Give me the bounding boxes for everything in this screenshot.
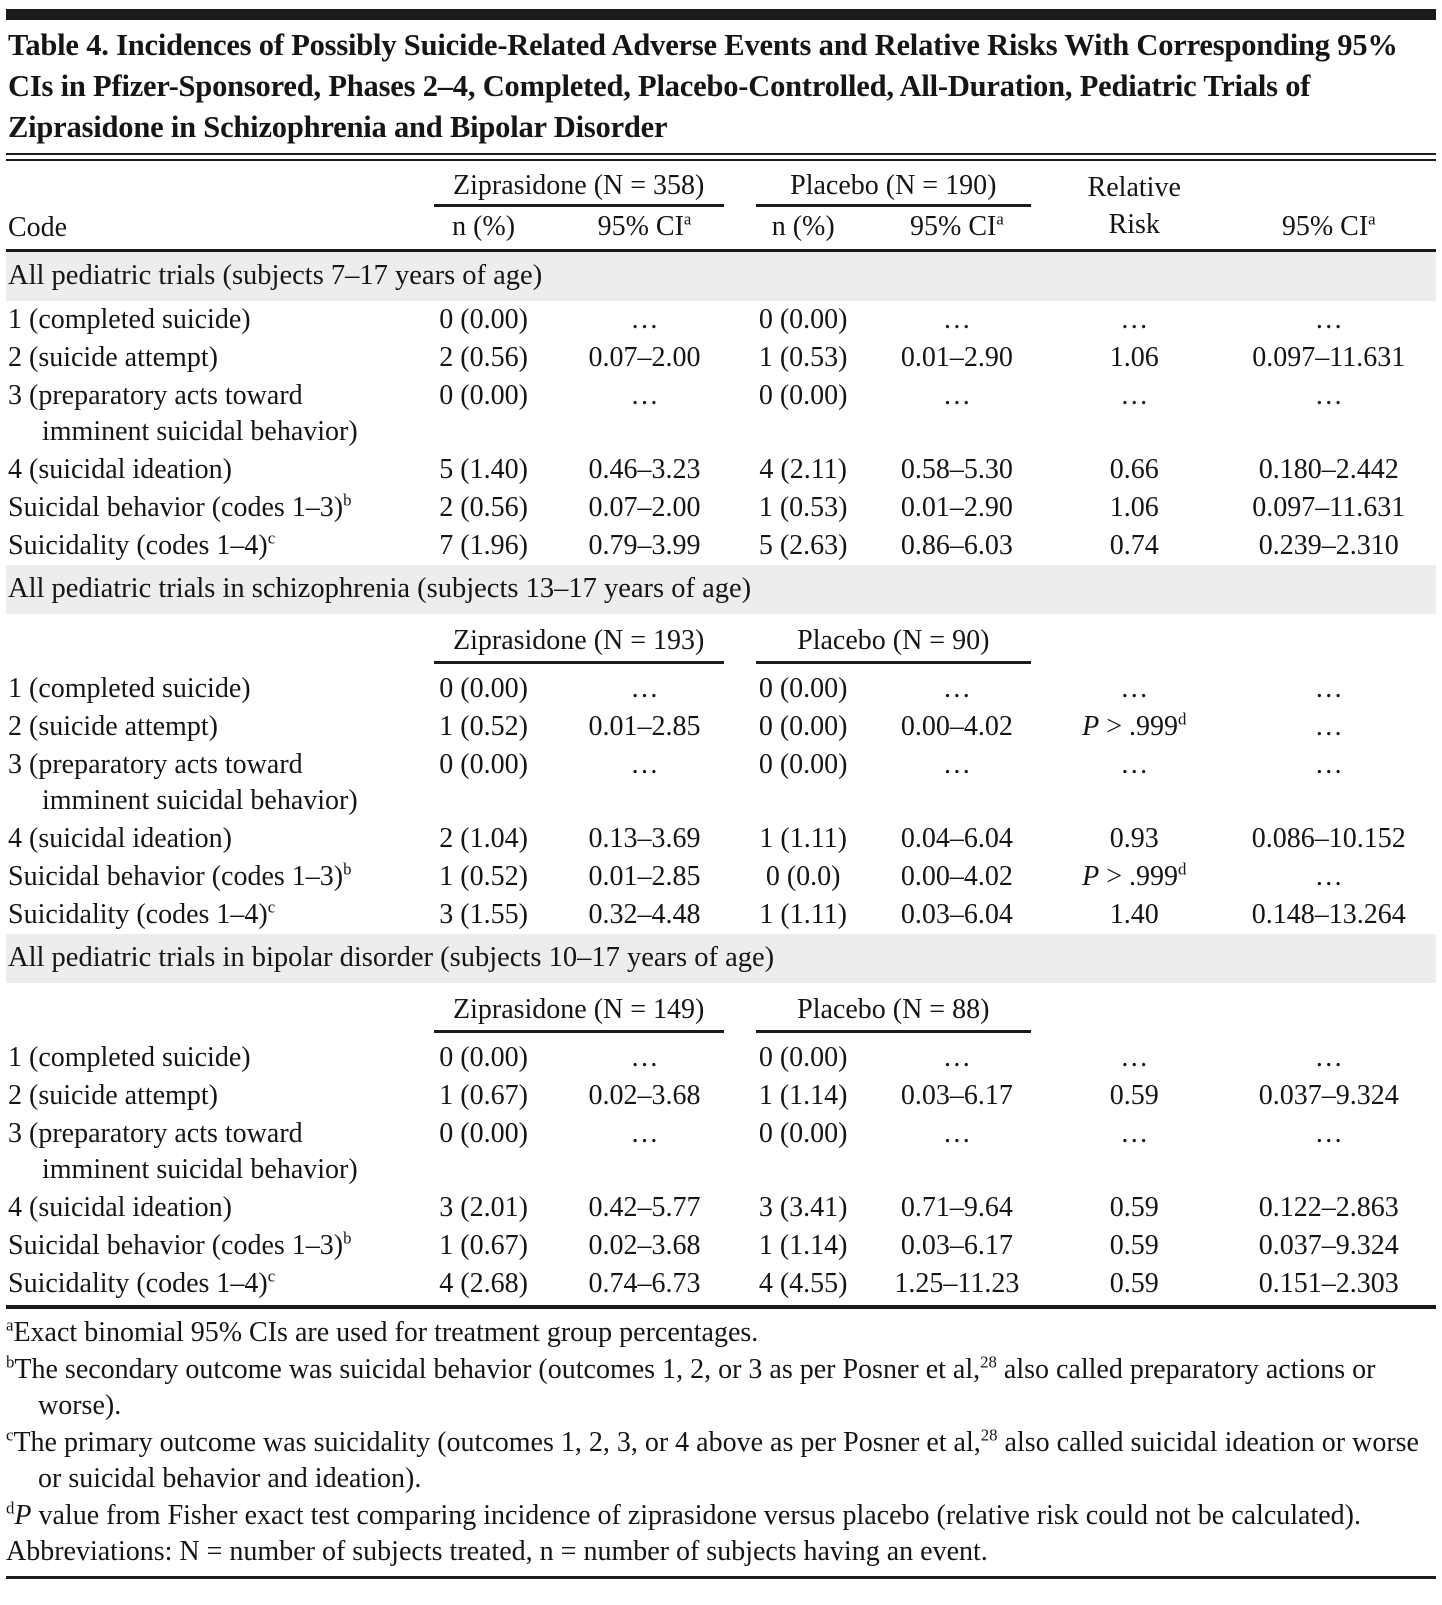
row-label: 1 (completed suicide) — [8, 673, 251, 704]
cell-relative-risk-ci: 0.151–2.303 — [1258, 1268, 1399, 1299]
cell-placebo-n: 0 (0.0) — [765, 861, 841, 892]
row-label: Suicidality (codes 1–4)$^c$ — [8, 1266, 276, 1299]
cell-placebo-n: 0 (0.00) — [758, 749, 848, 780]
row-label: Suicidal behavior (codes 1–3)$^b$ — [8, 859, 352, 892]
subgroup-header-ziprasidone-label: Ziprasidone (N = 193) — [434, 623, 724, 664]
relative-risk-line1: Relative — [1087, 172, 1181, 203]
row-label: Suicidal behavior (codes 1–3)$^b$ — [8, 490, 352, 523]
table-row — [6, 339, 1436, 377]
cell-ziprasidone-n: 0 (0.00) — [439, 1042, 528, 1073]
row-label: 3 (preparatory acts toward imminent suicidal behavior) — [8, 749, 358, 816]
subgroup-header-ziprasidone — [418, 983, 740, 1039]
group-header-ziprasidone-label: Ziprasidone (N = 358) — [434, 170, 724, 207]
cell-placebo-n: 1 (1.14) — [758, 1080, 848, 1111]
cell-ziprasidone-n: 0 (0.00) — [439, 673, 528, 704]
subgroup-header-placebo — [740, 614, 1047, 670]
row-label: 2 (suicide attempt) — [8, 711, 218, 742]
cell-ziprasidone-n: 0 (0.00) — [439, 304, 528, 335]
table-row — [6, 1227, 1436, 1265]
row-label: 4 (suicidal ideation) — [8, 454, 232, 485]
footnotes — [6, 1315, 1436, 1534]
cell-placebo-n: 5 (2.63) — [758, 530, 848, 561]
cell-relative-risk: 0.66 — [1109, 454, 1159, 485]
cell-relative-risk-ci: 0.097–11.631 — [1252, 342, 1406, 373]
row-label: 3 (preparatory acts toward imminent suicidal behavior) — [8, 1118, 358, 1185]
section-header: All pediatric trials in schizophrenia (subjects 13–17 years of age) — [6, 565, 1436, 614]
cell-ziprasidone-ci: 0.02–3.68 — [588, 1080, 701, 1111]
cell-relative-risk-ci: … — [1314, 380, 1343, 411]
table-row — [6, 527, 1436, 565]
table-row — [6, 301, 1436, 339]
column-header-relative-risk — [1047, 161, 1221, 251]
subgroup-header-ziprasidone-label: Ziprasidone (N = 149) — [434, 992, 724, 1033]
spacer — [1047, 614, 1221, 670]
section-band-row — [6, 934, 1436, 983]
cell-relative-risk: P > .999$^d$ — [1082, 859, 1187, 892]
cell-relative-risk-ci: 0.148–13.264 — [1251, 899, 1406, 930]
table-row — [6, 1077, 1436, 1115]
cell-ziprasidone-n: 3 (2.01) — [439, 1192, 528, 1223]
table-row — [6, 489, 1436, 527]
cell-placebo-ci: 0.00–4.02 — [900, 861, 1013, 892]
cell-ziprasidone-n: 2 (0.56) — [439, 492, 528, 523]
table-footnote-rule — [6, 1305, 1436, 1309]
subgroup-header-row — [6, 983, 1436, 1039]
cell-ziprasidone-n: 3 (1.55) — [439, 899, 528, 930]
cell-relative-risk: 0.59 — [1109, 1080, 1159, 1111]
column-header-placebo-n: n (%) — [771, 211, 835, 242]
group-header-ziprasidone — [418, 161, 740, 207]
cell-ziprasidone-ci: 0.42–5.77 — [588, 1192, 701, 1223]
title-rule — [6, 153, 1436, 161]
cell-relative-risk: 0.93 — [1109, 823, 1159, 854]
cell-placebo-ci: … — [942, 1042, 971, 1073]
cell-ziprasidone-n: 0 (0.00) — [439, 380, 528, 411]
cell-placebo-ci: … — [942, 1118, 971, 1149]
cell-placebo-n: 1 (1.11) — [759, 899, 847, 930]
cell-ziprasidone-n: 1 (0.67) — [439, 1080, 528, 1111]
cell-ziprasidone-ci: 0.13–3.69 — [588, 823, 701, 854]
cell-ziprasidone-n: 0 (0.00) — [439, 749, 528, 780]
row-label: Suicidality (codes 1–4)$^c$ — [8, 897, 276, 930]
table-row — [6, 896, 1436, 934]
abbreviations-note: Abbreviations: N = number of subjects treated, n = number of subjects having an event. — [6, 1536, 988, 1567]
cell-relative-risk: … — [1120, 1042, 1149, 1073]
cell-relative-risk-ci: … — [1314, 673, 1343, 704]
cell-placebo-ci: 0.04–6.04 — [900, 823, 1013, 854]
cell-relative-risk: 1.06 — [1109, 342, 1159, 373]
cell-ziprasidone-ci: … — [630, 380, 659, 411]
spacer — [6, 614, 418, 670]
cell-placebo-n: 0 (0.00) — [758, 304, 848, 335]
cell-relative-risk: 0.59 — [1109, 1192, 1159, 1223]
table-head — [6, 161, 1436, 251]
cell-ziprasidone-ci: … — [630, 304, 659, 335]
column-header-ziprasidone-n: n (%) — [452, 211, 516, 242]
subgroup-header-placebo-label: Placebo (N = 88) — [756, 992, 1031, 1033]
cell-placebo-n: 0 (0.00) — [758, 380, 848, 411]
cell-relative-risk-ci: 0.086–10.152 — [1251, 823, 1406, 854]
table-row — [6, 1189, 1436, 1227]
cell-ziprasidone-ci: 0.02–3.68 — [588, 1230, 701, 1261]
cell-ziprasidone-ci: 0.74–6.73 — [588, 1268, 701, 1299]
cell-ziprasidone-ci: 0.46–3.23 — [588, 454, 701, 485]
cell-placebo-n: 4 (4.55) — [758, 1268, 848, 1299]
table-row — [6, 1115, 1436, 1189]
footnote: $^a$Exact binomial 95% CIs are used for treatment group percentages. — [6, 1315, 759, 1348]
cell-placebo-n: 3 (3.41) — [758, 1192, 848, 1223]
cell-placebo-ci: 0.71–9.64 — [900, 1192, 1013, 1223]
table-row — [6, 858, 1436, 896]
row-label: Suicidality (codes 1–4)$^c$ — [8, 528, 276, 561]
cell-relative-risk-ci: 0.180–2.442 — [1258, 454, 1399, 485]
table-row — [6, 377, 1436, 451]
cell-relative-risk: 0.59 — [1109, 1268, 1159, 1299]
cell-ziprasidone-n: 4 (2.68) — [439, 1268, 528, 1299]
table-row — [6, 746, 1436, 820]
cell-placebo-n: 1 (0.53) — [758, 492, 848, 523]
subgroup-header-ziprasidone — [418, 614, 740, 670]
section-band-row — [6, 565, 1436, 614]
bottom-rule — [6, 1576, 1436, 1579]
row-label: 2 (suicide attempt) — [8, 1080, 218, 1111]
cell-placebo-ci: 0.01–2.90 — [900, 342, 1013, 373]
cell-relative-risk: … — [1120, 1118, 1149, 1149]
column-header-rr-ci: 95% $CI^a$ — [1281, 209, 1376, 242]
cell-placebo-n: 4 (2.11) — [759, 454, 847, 485]
cell-ziprasidone-n: 1 (0.52) — [439, 711, 528, 742]
footnote: $^b$The secondary outcome was suicidal behavior (outcomes 1, 2, or 3 as per Posner et al,$^{28}$ also called preparatory actions or worse). — [6, 1352, 1376, 1421]
subgroup-header-placebo — [740, 983, 1047, 1039]
cell-relative-risk: … — [1120, 304, 1149, 335]
cell-relative-risk: 0.59 — [1109, 1230, 1159, 1261]
cell-relative-risk-ci: 0.037–9.324 — [1258, 1230, 1399, 1261]
row-label: 4 (suicidal ideation) — [8, 1192, 232, 1223]
cell-ziprasidone-n: 1 (0.52) — [439, 861, 528, 892]
table-row — [6, 708, 1436, 746]
row-label: 1 (completed suicide) — [8, 1042, 251, 1073]
column-header-ziprasidone-ci: 95% $CI^a$ — [597, 209, 692, 242]
table-row — [6, 1265, 1436, 1303]
cell-ziprasidone-ci: … — [630, 1118, 659, 1149]
cell-ziprasidone-ci: 0.01–2.85 — [588, 711, 701, 742]
cell-placebo-ci: … — [942, 380, 971, 411]
cell-placebo-ci: 1.25–11.23 — [894, 1268, 1020, 1299]
cell-placebo-n: 0 (0.00) — [758, 1042, 848, 1073]
cell-placebo-n: 1 (1.11) — [759, 823, 847, 854]
table-row — [6, 670, 1436, 708]
cell-ziprasidone-n: 7 (1.96) — [439, 530, 528, 561]
cell-placebo-ci: 0.01–2.90 — [900, 492, 1013, 523]
results-table — [6, 161, 1436, 1303]
cell-ziprasidone-ci: 0.32–4.48 — [588, 899, 701, 930]
column-header-code: Code — [8, 212, 68, 243]
page — [0, 9, 1442, 1579]
cell-ziprasidone-ci: 0.79–3.99 — [588, 530, 701, 561]
relative-risk-line2: Risk — [1108, 209, 1160, 240]
row-label: 1 (completed suicide) — [8, 304, 251, 335]
cell-placebo-n: 1 (1.14) — [758, 1230, 848, 1261]
spacer — [6, 983, 418, 1039]
cell-placebo-ci: … — [942, 749, 971, 780]
cell-relative-risk: P > .999$^d$ — [1082, 709, 1187, 742]
table-row — [6, 820, 1436, 858]
cell-relative-risk-ci: … — [1314, 861, 1343, 892]
table-row — [6, 1039, 1436, 1077]
cell-ziprasidone-ci: … — [630, 673, 659, 704]
cell-relative-risk: 1.40 — [1109, 899, 1159, 930]
cell-placebo-ci: 0.03–6.04 — [900, 899, 1013, 930]
section-header: All pediatric trials (subjects 7–17 years of age) — [6, 251, 1436, 302]
footnote: $^d$P value from Fisher exact test comparing incidence of ziprasidone versus placebo (relative risk could not be calculated). — [6, 1498, 1361, 1531]
results-table-body — [6, 251, 1436, 1304]
cell-placebo-n: 1 (0.53) — [758, 342, 848, 373]
cell-placebo-ci: 0.86–6.03 — [900, 530, 1013, 561]
cell-relative-risk-ci: 0.239–2.310 — [1258, 530, 1399, 561]
cell-ziprasidone-ci: 0.07–2.00 — [588, 342, 701, 373]
cell-placebo-ci: … — [942, 673, 971, 704]
group-header-placebo — [740, 161, 1047, 207]
section-band-row — [6, 251, 1436, 302]
cell-placebo-ci: 0.58–5.30 — [900, 454, 1013, 485]
cell-ziprasidone-ci: … — [630, 1042, 659, 1073]
cell-relative-risk: … — [1120, 673, 1149, 704]
cell-relative-risk-ci: … — [1314, 749, 1343, 780]
cell-placebo-n: 0 (0.00) — [758, 673, 848, 704]
cell-placebo-ci: 0.00–4.02 — [900, 711, 1013, 742]
cell-placebo-n: 0 (0.00) — [758, 1118, 848, 1149]
top-rule — [6, 9, 1436, 20]
cell-ziprasidone-ci: 0.01–2.85 — [588, 861, 701, 892]
cell-placebo-ci: … — [942, 304, 971, 335]
cell-relative-risk: 0.74 — [1109, 530, 1159, 561]
cell-relative-risk: 1.06 — [1109, 492, 1159, 523]
row-label: Suicidal behavior (codes 1–3)$^b$ — [8, 1228, 352, 1261]
cell-ziprasidone-n: 5 (1.40) — [439, 454, 528, 485]
cell-ziprasidone-n: 2 (0.56) — [439, 342, 528, 373]
cell-ziprasidone-n: 2 (1.04) — [439, 823, 528, 854]
cell-relative-risk-ci: 0.122–2.863 — [1258, 1192, 1399, 1223]
cell-ziprasidone-n: 0 (0.00) — [439, 1118, 528, 1149]
group-header-row — [6, 161, 1436, 207]
spacer — [1047, 983, 1221, 1039]
spacer — [1221, 614, 1436, 670]
cell-ziprasidone-ci: 0.07–2.00 — [588, 492, 701, 523]
table-title: Table 4. Incidences of Possibly Suicide-Related Adverse Events and Relative Risks With Corresponding 95% CIs in Pfizer-Sponsored, Phases 2–4, Completed, Placebo-Controlled, All-Duration, Pediatric Trials of Ziprasidone in Schizophrenia and Bipolar Disorder — [8, 28, 1398, 144]
cell-relative-risk-ci: … — [1314, 1042, 1343, 1073]
column-header-placebo-ci: 95% $CI^a$ — [910, 209, 1004, 242]
cell-relative-risk-ci: … — [1314, 304, 1343, 335]
cell-placebo-ci: 0.03–6.17 — [900, 1230, 1013, 1261]
group-header-placebo-label: Placebo (N = 190) — [756, 170, 1031, 207]
cell-relative-risk-ci: … — [1314, 1118, 1343, 1149]
cell-relative-risk-ci: 0.097–11.631 — [1252, 492, 1406, 523]
row-label: 2 (suicide attempt) — [8, 342, 218, 373]
cell-relative-risk-ci: 0.037–9.324 — [1258, 1080, 1399, 1111]
cell-placebo-ci: 0.03–6.17 — [900, 1080, 1013, 1111]
table-row — [6, 451, 1436, 489]
cell-placebo-n: 0 (0.00) — [758, 711, 848, 742]
cell-relative-risk-ci: … — [1314, 711, 1343, 742]
subgroup-header-row — [6, 614, 1436, 670]
row-label: 3 (preparatory acts toward imminent suicidal behavior) — [8, 380, 358, 447]
section-header: All pediatric trials in bipolar disorder (subjects 10–17 years of age) — [6, 934, 1436, 983]
footnote: $^c$The primary outcome was suicidality (outcomes 1, 2, 3, or 4 above as per Posner et al,$^{28}$ also called suicidal ideation or worse or suicidal behavior and ideation). — [6, 1425, 1419, 1494]
row-label: 4 (suicidal ideation) — [8, 823, 232, 854]
subgroup-header-placebo-label: Placebo (N = 90) — [756, 623, 1031, 664]
cell-relative-risk: … — [1120, 380, 1149, 411]
cell-relative-risk: … — [1120, 749, 1149, 780]
spacer — [1221, 983, 1436, 1039]
cell-ziprasidone-n: 1 (0.67) — [439, 1230, 528, 1261]
cell-ziprasidone-ci: … — [630, 749, 659, 780]
